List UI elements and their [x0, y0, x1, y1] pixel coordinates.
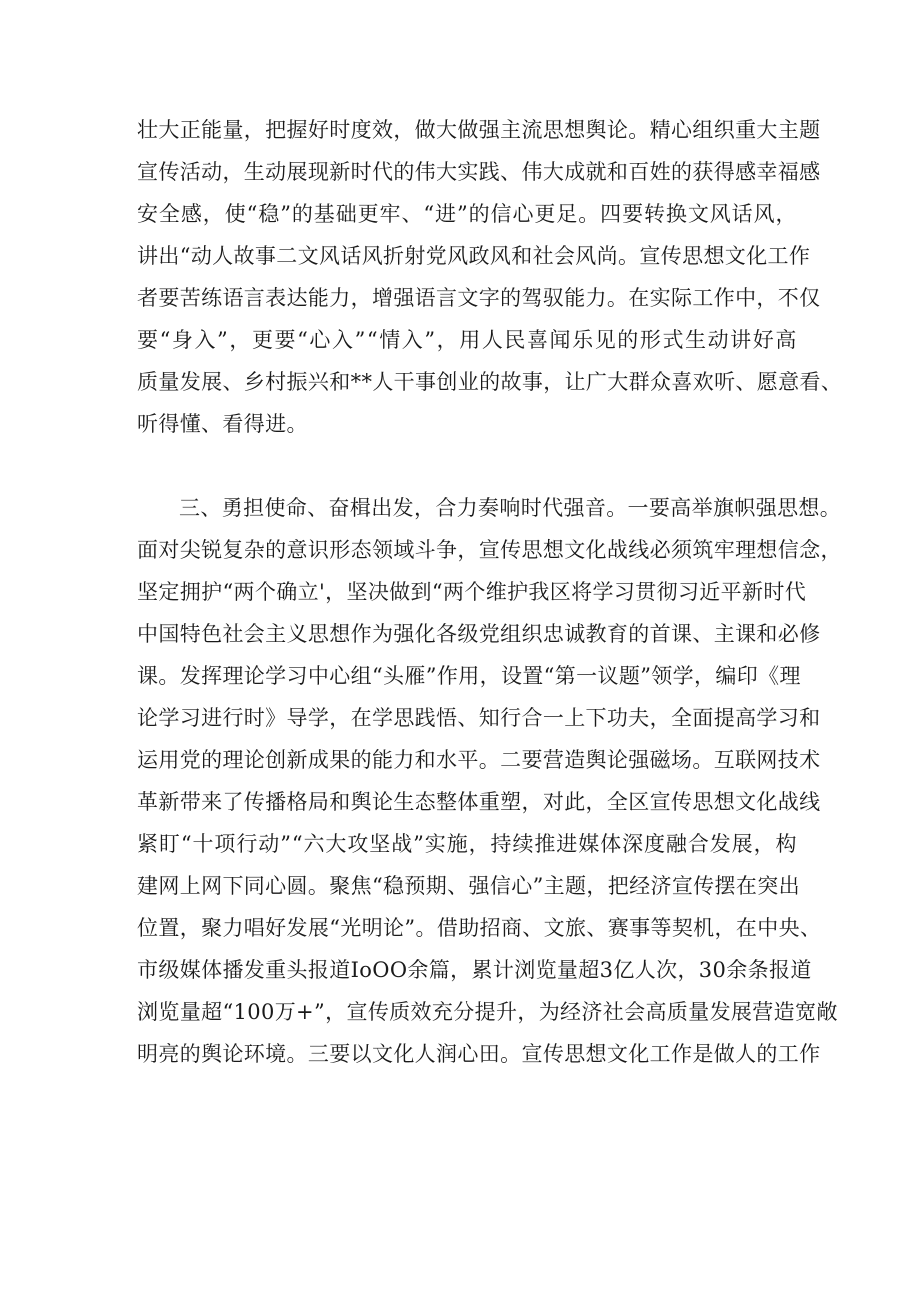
text-line: 位 置 ， 聚 力 唱 好 发 展 “ 光 明 论 ” 。 借 助 招 商 、 文 旅 、 赛 事 等 契 机 ， 在 中 央 、 [137, 916, 822, 940]
text-line: 论 学 习 进 行 时 》 导 学 ， 在 学 思 践 悟 、 知 行 合 一 上 下 功 夫 ， 全 面 提 高 学 习 和 [137, 706, 821, 730]
text-line: 明 亮 的 舆 论 环 境 。 三 要 以 文 化 人 润 心 田 。 宣 传 思 想 文 化 工 作 是 做 人 的 工 作 [137, 1042, 821, 1066]
text-line: 三 、 勇 担 使 命 、 奋 楫 出 发 ， 合 力 奏 响 时 代 强 音 。 一 要 高 举 旗 帜 强 思 想 。 [179, 496, 842, 520]
text-line: 宣 传 活 动 ， 生 动 展 现 新 时 代 的 伟 大 实 践 、 伟 大 成 就 和 百 姓 的 获 得 感 幸 福 感 [137, 160, 821, 184]
text-line: 浏 览 量 超 “ 1 0 0 万 + ” ， 宣 传 质 效 充 分 提 升 ， 为 经 济 社 会 高 质 量 发 展 营 造 宽 敞 [137, 1000, 838, 1024]
text-line: 运 用 党 的 理 论 创 新 成 果 的 能 力 和 水 平 。 二 要 营 造 舆 论 强 磁 场 。 互 联 网 技 术 [137, 748, 821, 772]
text-line: 壮 大 正 能 量 ， 把 握 好 时 度 效 ， 做 大 做 强 主 流 思 想 舆 论 。 精 心 组 织 重 大 主 题 [137, 118, 821, 142]
text-line: 讲 出 “ 动 人 故 事 二 文 风 话 风 折 射 党 风 政 风 和 社 会 风 尚 。 宣 传 思 想 文 化 工 作 [137, 244, 811, 268]
text-line: 市 级 媒 体 播 发 重 头 报 道 I o O O 余 篇 ， 累 计 浏 览 量 超 3 亿 人 次 ， 3 0 余 条 报 道 [137, 958, 812, 982]
text-line: 质 量 发 展 、 乡 村 振 兴 和 * * 人 干 事 创 业 的 故 事 ， 让 广 大 群 众 喜 欢 听 、 愿 意 看 、 [137, 370, 843, 394]
text-line: 建 网 上 网 下 同 心 圆 。 聚 焦 “ 稳 预 期 、 强 信 心 ” 主 题 ， 把 经 济 宣 传 摆 在 突 出 [137, 874, 800, 898]
text-line: 革 新 带 来 了 传 播 格 局 和 舆 论 生 态 整 体 重 塑 ， 对 此 ， 全 区 宣 传 思 想 文 化 战 线 [137, 790, 821, 814]
text-line: 坚 定 拥 护 “ 两 个 确 立 ' ， 坚 决 做 到 “ 两 个 维 护 我 区 将 学 习 贯 彻 习 近 平 新 时 代 [137, 580, 807, 604]
text-line: 紧 盯 “ 十 项 行 动 ” “ 六 大 攻 坚 战 ” 实 施 ， 持 续 推 进 媒 体 深 度 融 合 发 展 ， 构 [137, 832, 797, 856]
text-line: 安 全 感 ， 使 “ 稳 ” 的 基 础 更 牢 、 “ 进 ” 的 信 心 更 足 。 四 要 转 换 文 风 话 风 ， [137, 202, 797, 226]
text-line: 课 。 发 挥 理 论 学 习 中 心 组 “ 头 雁 ” 作 用 ， 设 置 “ 第 一 议 题 ” 领 学 ， 编 印 《 理 [137, 664, 801, 688]
text-line: 中 国 特 色 社 会 主 义 思 想 作 为 强 化 各 级 党 组 织 忠 诚 教 育 的 首 课 、 主 课 和 必 修 [137, 622, 821, 646]
text-line: 者 要 苦 练 语 言 表 达 能 力 ， 增 强 语 言 文 字 的 驾 驭 能 力 。 在 实 际 工 作 中 ， 不 仅 [137, 286, 821, 310]
text-line: 要 “ 身 入 ” ， 更 要 “ 心 入 ” “ 情 入 ” ， 用 人 民 喜 闻 乐 见 的 形 式 生 动 讲 好 高 [137, 328, 797, 352]
text-line: 面 对 尖 锐 复 杂 的 意 识 形 态 领 域 斗 争 ， 宣 传 思 想 文 化 战 线 必 须 筑 牢 理 想 信 念 ， [137, 538, 842, 562]
text-line: 听得懂、看得进。 [137, 412, 308, 436]
